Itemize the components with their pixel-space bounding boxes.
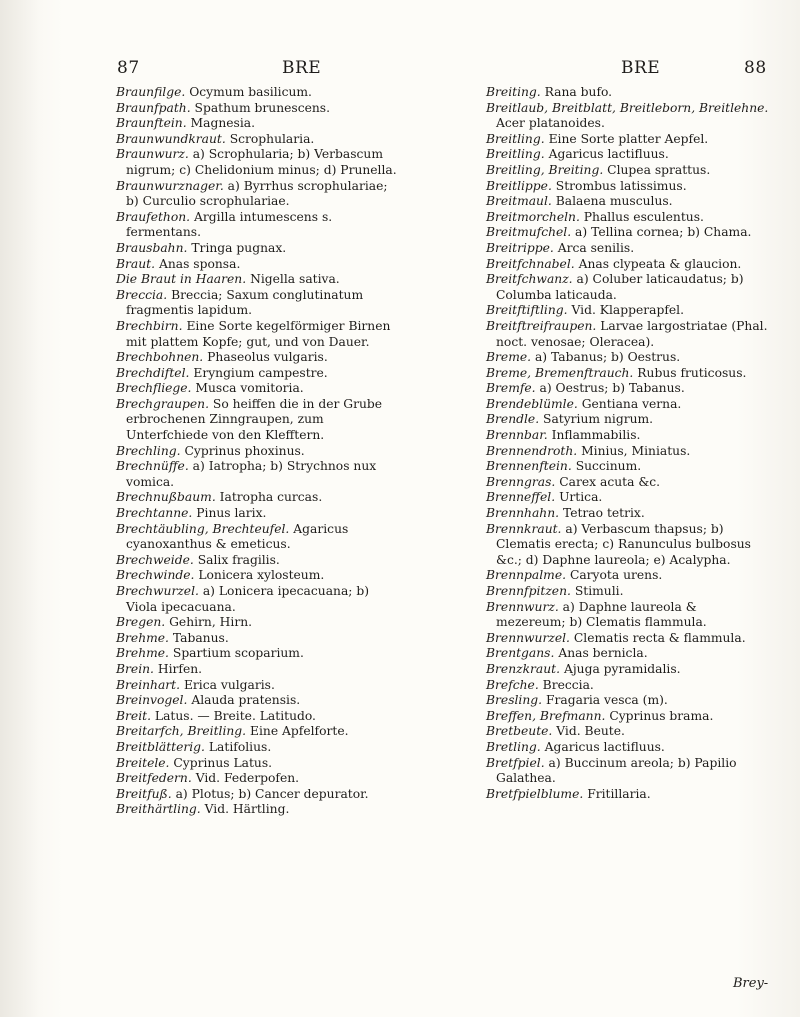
entry-term: Brenzkraut. [486,661,561,676]
entry-term: Braunwurz. [116,147,189,162]
entry-definition: Phallus esculentus. [583,209,704,224]
entry-definition: Lonicera xylosteum. [198,568,325,583]
dictionary-entry [486,381,770,397]
entry-definition: Clupea sprattus. [607,162,711,177]
dictionary-entry [486,163,770,179]
entry-term: Brenngras. [486,474,556,489]
entry-definition: Tringa pugnax. [191,240,287,255]
entry-definition: Rana bufo. [544,85,613,99]
entry-term: Breitmorcheln. [486,209,580,224]
dictionary-entry [116,101,398,117]
entry-term: Breitftiftling. [486,303,568,318]
entry-term: Brechfliege. [116,381,192,396]
entry-definition: Acer platanoides. [496,116,605,131]
entry-term: Brendle. [486,412,540,427]
entry-definition: Vid. Klapperapfel. [571,303,684,318]
entry-definition: a) Oestrus; b) Tabanus. [539,381,685,396]
entry-definition: Cyprinus phoxinus. [184,443,305,458]
dictionary-entry [116,366,398,382]
entry-definition: Succinum. [575,459,642,474]
entry-term: Brefche. [486,677,539,692]
dictionary-entry [486,662,770,678]
entry-term: Breitblätterig. [116,739,205,754]
entry-definition: a) Daphne laureola & mezereum; b) Clematis flammula. [496,599,707,630]
entry-definition: Cyprinus Latus. [173,755,273,770]
entry-term: Breccia. [116,287,168,302]
entry-term: Breitmufchel. [486,225,572,240]
entry-definition: Breccia; Saxum conglutinatum fragmentis lapidum. [126,287,364,318]
dictionary-entry [486,506,770,522]
dictionary-entry [116,257,398,273]
dictionary-entry [486,194,770,210]
dictionary-entry [486,241,770,257]
entry-term: Brechtanne. [116,506,193,521]
entry-term: Breitling. [486,147,545,162]
entry-definition: Iatropha curcas. [219,490,323,505]
dictionary-entry [116,522,398,553]
dictionary-entry [116,631,398,647]
dictionary-entry [486,428,770,444]
entry-definition: Agaricus lactifluus. [548,147,669,162]
dictionary-entry [486,756,770,787]
dictionary-entry [486,366,770,382]
entry-definition: Urtica. [559,490,603,505]
entry-term: Brechnußbaum. [116,490,216,505]
dictionary-entry [116,459,398,490]
entry-term: Braunfpath. [116,100,191,115]
entry-term: Breitlippe. [486,178,552,193]
dictionary-entry [486,444,770,460]
entry-definition: Vid. Beute. [556,724,625,739]
dictionary-entry [486,85,770,101]
dictionary-entry [486,412,770,428]
entry-definition: Pinus larix. [196,506,267,521]
dictionary-entry [486,225,770,241]
entry-term: Bretbeute. [486,724,553,739]
dictionary-entry [486,350,770,366]
entry-term: Braut. [116,256,156,271]
entry-definition: Hirfen. [157,661,203,676]
entry-definition: a) Lonicera ipecacuana; b) Viola ipecacuana. [126,584,369,614]
entry-term: Brennenftein. [486,459,572,474]
entry-definition: a) Buccinum areola; b) Papilio Galathea. [496,755,737,786]
entry-term: Brechwinde. [116,568,195,583]
entry-definition: a) Tellina cornea; b) Chama. [575,225,752,240]
dictionary-entry [486,584,770,600]
dictionary-entry [486,319,770,350]
entry-term: Breme, Bremenftrauch. [486,365,634,380]
entry-definition: Strombus latissimus. [555,178,687,193]
dictionary-entry [116,756,398,772]
entry-definition: Fragaria vesca (m). [546,693,668,708]
entry-term: Brennkraut. [486,521,562,536]
entry-term: Breitarfch, Breitling. [116,724,247,739]
entry-definition: Agaricus cyanoxanthus & emeticus. [126,521,349,552]
dictionary-entry [116,319,398,350]
dictionary-entry [116,490,398,506]
entry-definition: Satyrium nigrum. [543,412,654,427]
dictionary-entry [486,693,770,709]
entry-term: Bretling. [486,739,541,754]
entry-term: Braunfilge. [116,85,186,99]
entry-term: Brennwurz. [486,599,559,614]
entry-term: Brehme. [116,646,169,661]
entry-term: Braufethon. [116,209,191,224]
entry-definition: Stimuli. [574,584,624,598]
entry-definition: Musca vomitoria. [195,381,304,396]
entry-term: Braunwurznager. [116,178,224,193]
entry-term: Bregen. [116,615,166,630]
dictionary-entry [116,787,398,803]
entry-term: Braunftein. [116,116,187,131]
entry-definition: Tetrao tetrix. [562,506,645,521]
dictionary-entry [116,506,398,522]
entry-term: Brechwurzel. [116,584,199,598]
dictionary-entry [116,147,398,178]
dictionary-entry [116,802,398,818]
entry-definition: Breccia. [542,677,594,692]
dictionary-entry [116,132,398,148]
entry-term: Breitfchnabel. [486,256,575,271]
entry-term: Brehme. [116,630,169,645]
entry-term: Breitlaub, Breitblatt, Breitleborn, Breitlehne. [486,100,769,115]
dictionary-entry [116,397,398,444]
entry-term: Brennendroth. [486,443,578,458]
entry-term: Bretfpielblume. [486,786,584,801]
entry-definition: Salix fragilis. [197,552,280,567]
entry-definition: a) Iatropha; b) Strychnos nux vomica. [126,459,377,489]
entry-term: Brennhahn. [486,506,560,521]
entry-term: Brenneffel. [486,490,556,505]
entry-definition: Vid. Federpofen. [195,771,300,786]
dictionary-entry [486,600,770,631]
dictionary-entry [116,85,398,101]
entry-definition: Ocymum basilicum. [189,85,312,99]
entry-definition: Spartium scoparium. [172,646,304,661]
dictionary-entry [486,787,770,803]
dictionary-entry [486,740,770,756]
entry-definition: a) Verbascum thapsus; b) Clematis erecta; c) Ranunculus bulbosus &c.; d) Daphne laureola; e) Acalypha. [496,521,751,567]
entry-term: Breitling. [486,131,545,146]
dictionary-entry [486,147,770,163]
dictionary-entry [486,397,770,413]
dictionary-entry [486,459,770,475]
dictionary-entry [116,662,398,678]
entry-term: Brechbirn. [116,318,183,333]
entry-definition: Anas sponsa. [158,256,241,271]
entry-term: Breithärtling. [116,802,201,817]
right-running-head: BRE [621,58,661,78]
dictionary-entry [116,584,398,615]
entry-definition: Eine Apfelforte. [250,724,349,739]
catchword: Brey- [733,976,769,991]
dictionary-entry [116,381,398,397]
dictionary-entry [486,101,770,132]
entry-definition: a) Tabanus; b) Oestrus. [534,350,681,365]
entry-term: Brennwurzel. [486,630,570,645]
dictionary-entry [486,631,770,647]
left-running-head: BRE [282,58,322,78]
entry-definition: a) Scrophularia; b) Verbascum nigrum; c) Chelidonium minus; d) Prunella. [126,147,397,177]
entry-definition: Latifolius. [208,739,272,754]
entry-term: Breit. [116,708,151,723]
entry-term: Breitrippe. [486,240,554,255]
entry-term: Breinvogel. [116,693,188,708]
entry-definition: Clematis recta & flammula. [573,630,746,645]
entry-term: Brechweide. [116,552,194,567]
entry-definition: Carex acuta &c. [559,474,661,489]
entry-definition: Ajuga pyramidalis. [563,661,681,676]
dictionary-entry [486,272,770,303]
entry-term: Brechdiftel. [116,365,190,380]
dictionary-entry [486,709,770,725]
entry-term: Braunwundkraut. [116,131,226,146]
entry-term: Brennpalme. [486,568,567,583]
entry-definition: Fritillaria. [587,786,651,801]
dictionary-entry [116,771,398,787]
entry-term: Bretfpiel. [486,755,545,770]
dictionary-entry [116,615,398,631]
dictionary-entry [116,350,398,366]
dictionary-entry [116,288,398,319]
entry-term: Breme. [486,350,532,365]
entry-term: Breiting. [486,85,541,99]
dictionary-entry [116,553,398,569]
dictionary-entry [116,210,398,241]
dictionary-entry [486,132,770,148]
entry-definition: Arca senilis. [557,240,635,255]
entry-definition: a) Byrrhus scrophulariae; b) Curculio scrophulariae. [126,178,388,209]
entry-definition: Cyprinus brama. [609,708,714,723]
left-column [116,85,398,818]
entry-definition: Anas bernicla. [558,646,648,661]
entry-definition: Tabanus. [172,630,229,645]
entry-term: Breitfuß. [116,786,172,801]
entry-term: Die Braut in Haaren. [116,272,247,287]
dictionary-entry [486,303,770,319]
entry-definition: Argilla intumescens s. fermentans. [126,209,333,240]
dictionary-entry [116,740,398,756]
entry-definition: Phaseolus vulgaris. [207,350,328,365]
entry-definition: Eine Sorte platter Aepfel. [548,131,709,146]
entry-definition: Eine Sorte kegelförmiger Birnen mit plattem Kopfe; gut, und von Dauer. [126,318,391,349]
entry-term: Breffen, Brefmann. [486,708,606,723]
entry-term: Bremfe. [486,381,536,396]
entry-definition: Spathum brunescens. [194,100,331,115]
dictionary-entry [116,272,398,288]
entry-definition: a) Plotus; b) Cancer depurator. [175,786,369,801]
entry-definition: Eryngium campestre. [193,365,328,380]
entry-definition: Inflammabilis. [551,428,641,443]
entry-term: Brechling. [116,443,181,458]
entry-term: Breitele. [116,755,170,770]
entry-definition: Balaena musculus. [555,194,673,209]
dictionary-entry [116,709,398,725]
entry-term: Brausbahn. [116,240,188,255]
entry-definition: So heiffen die in der Grube erbrochenen Zinngraupen, zum Unterfchiede von den Klefftern. [126,396,383,443]
entry-definition: Anas clypeata & glaucion. [578,256,742,271]
entry-term: Brendeblümle. [486,396,578,411]
dictionary-entry [486,257,770,273]
dictionary-entry [486,490,770,506]
entry-definition: Agaricus lactifluus. [544,739,665,754]
entry-term: Brein. [116,661,154,676]
dictionary-entry [116,693,398,709]
dictionary-entry [486,678,770,694]
entry-definition: Erica vulgaris. [183,677,275,692]
entry-definition: Nigella sativa. [250,272,340,287]
dictionary-entry [486,646,770,662]
entry-term: Brennfpitzen. [486,584,571,598]
dictionary-entry [486,475,770,491]
entry-term: Breitling, Breiting. [486,162,604,177]
right-column [486,85,770,802]
dictionary-entry [116,678,398,694]
entry-definition: Rubus fruticosus. [637,365,747,380]
dictionary-entry [486,724,770,740]
entry-term: Breitftreifraupen. [486,318,597,333]
entry-term: Breitmaul. [486,194,552,209]
entry-term: Brechnüffe. [116,459,189,474]
entry-definition: Magnesia. [190,116,256,131]
entry-definition: Minius, Miniatus. [581,443,691,458]
dictionary-entry [116,568,398,584]
dictionary-entry [486,522,770,569]
entry-term: Brechtäubling, Brechteufel. [116,521,290,536]
entry-term: Breitfedern. [116,771,192,786]
entry-term: Breinhart. [116,677,181,692]
entry-definition: Alauda pratensis. [191,693,301,708]
entry-definition: Scrophularia. [229,131,315,146]
entry-definition: Caryota urens. [569,568,663,583]
entry-term: Brechbohnen. [116,350,204,365]
dictionary-entry [116,241,398,257]
entry-term: Breitfchwanz. [486,272,573,287]
dictionary-entry [116,179,398,210]
entry-definition: Larvae largostriatae (Phal. noct. venosae; Oleracea). [496,318,768,349]
entry-definition: a) Coluber laticaudatus; b) Columba laticauda. [496,272,744,302]
dictionary-entry [486,179,770,195]
page-edge-shadow [0,0,40,1017]
right-page-number: 88 [744,58,767,78]
dictionary-entry [116,116,398,132]
entry-term: Bresling. [486,693,543,708]
entry-definition: Gentiana verna. [581,396,682,411]
entry-term: Brentgans. [486,646,555,661]
entry-term: Brennbar. [486,428,548,443]
left-page-number: 87 [117,58,140,78]
entry-term: Brechgraupen. [116,396,209,411]
dictionary-entry [116,646,398,662]
dictionary-entry [116,724,398,740]
entry-definition: Vid. Härtling. [204,802,290,817]
dictionary-entry [116,444,398,460]
entry-definition: Gehirn, Hirn. [169,615,253,630]
dictionary-entry [486,210,770,226]
entry-definition: Latus. — Breite. Latitudo. [154,708,316,723]
dictionary-entry [486,568,770,584]
